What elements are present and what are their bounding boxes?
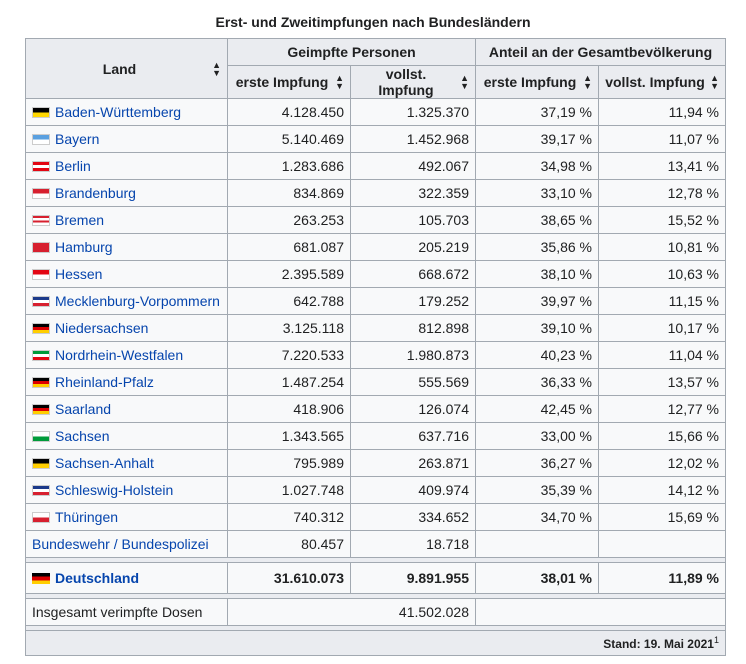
cell-p-vollst: 11,15 %: [599, 288, 726, 315]
table-row: [26, 126, 726, 153]
cell-vollst: 812.898: [351, 315, 476, 342]
table-row-dosen: [26, 599, 726, 626]
state-flag-icon: [32, 188, 50, 199]
header-anteil-vollst-impfung[interactable]: vollst. Impfung ▲ ▼: [599, 66, 726, 99]
cell-p-vollst: 13,41 %: [599, 153, 726, 180]
cell-vollst: 18.718: [351, 531, 476, 558]
cell-vollst: 105.703: [351, 207, 476, 234]
state-link[interactable]: Mecklenburg-Vorpommern: [55, 293, 220, 309]
cell-vollst: 322.359: [351, 180, 476, 207]
table-row: [26, 153, 726, 180]
state-flag-icon: [32, 323, 50, 334]
cell-erste: 418.906: [228, 396, 351, 423]
table-row: [26, 477, 726, 504]
sort-arrows-icon[interactable]: ▲ ▼: [212, 59, 221, 78]
cell-p-erste: 35,39 %: [476, 477, 599, 504]
cell-p-vollst: 12,77 %: [599, 396, 726, 423]
sort-arrows-icon[interactable]: ▲ ▼: [710, 73, 719, 91]
cell-p-erste: 33,00 %: [476, 423, 599, 450]
cell-p-erste: 38,10 %: [476, 261, 599, 288]
state-flag-icon: [32, 377, 50, 388]
header-anteil: Anteil an der Gesamtbevölkerung: [476, 39, 726, 66]
state-link[interactable]: Bayern: [55, 131, 100, 147]
cell-erste: 80.457: [228, 531, 351, 558]
vaccination-table: [25, 38, 726, 656]
state-flag-icon: [32, 269, 50, 280]
cell-p-erste: 38,65 %: [476, 207, 599, 234]
cell-vollst: 179.252: [351, 288, 476, 315]
total-p-erste: 38,01 %: [476, 563, 599, 594]
state-link[interactable]: Rheinland-Pfalz: [55, 374, 154, 390]
cell-p-erste: 34,98 %: [476, 153, 599, 180]
cell-p-vollst: 13,57 %: [599, 369, 726, 396]
cell-land[interactable]: [26, 450, 228, 477]
cell-p-vollst: 12,02 %: [599, 450, 726, 477]
cell-vollst: 668.672: [351, 261, 476, 288]
table-row: [26, 369, 726, 396]
cell-land[interactable]: [26, 153, 228, 180]
state-flag-icon: [32, 107, 50, 118]
cell-erste: 7.220.533: [228, 342, 351, 369]
cell-erste: 1.487.254: [228, 369, 351, 396]
header-land[interactable]: Land ▲ ▼: [26, 39, 228, 99]
cell-erste: 1.283.686: [228, 153, 351, 180]
cell-land[interactable]: [26, 477, 228, 504]
cell-empty: [476, 599, 726, 626]
state-flag-icon: [32, 242, 50, 253]
cell-erste: 4.128.450: [228, 99, 351, 126]
cell-p-erste: 35,86 %: [476, 234, 599, 261]
total-erste: 31.610.073: [228, 563, 351, 594]
table-row: [26, 342, 726, 369]
cell-p-vollst: 11,07 %: [599, 126, 726, 153]
cell-p-vollst: 15,52 %: [599, 207, 726, 234]
table-row: [26, 99, 726, 126]
cell-p-erste: 34,70 %: [476, 504, 599, 531]
cell-erste: 642.788: [228, 288, 351, 315]
cell-p-vollst: 12,78 %: [599, 180, 726, 207]
cell-erste: 1.343.565: [228, 423, 351, 450]
table-row: [26, 261, 726, 288]
cell-vollst: 263.871: [351, 450, 476, 477]
cell-p-erste: 37,19 %: [476, 99, 599, 126]
cell-erste: 740.312: [228, 504, 351, 531]
cell-p-vollst: 15,66 %: [599, 423, 726, 450]
cell-p-vollst: 11,04 %: [599, 342, 726, 369]
cell-land[interactable]: [26, 180, 228, 207]
state-flag-icon: [32, 215, 50, 226]
table-body: [26, 99, 726, 531]
cell-p-erste: 39,10 %: [476, 315, 599, 342]
table-row: [26, 450, 726, 477]
cell-p-vollst: 11,94 %: [599, 99, 726, 126]
cell-p-erste: 40,23 %: [476, 342, 599, 369]
state-flag-icon: [32, 350, 50, 361]
cell-land[interactable]: [26, 315, 228, 342]
reference-link[interactable]: 1: [713, 635, 719, 645]
germany-flag-icon: [32, 573, 50, 584]
cell-p-erste: 39,17 %: [476, 126, 599, 153]
table-row-stand: [26, 631, 726, 656]
state-link[interactable]: Baden-Württemberg: [55, 104, 182, 120]
state-link[interactable]: Berlin: [55, 158, 91, 174]
cell-vollst: 1.325.370: [351, 99, 476, 126]
table-row: [26, 288, 726, 315]
state-flag-icon: [32, 512, 50, 523]
cell-erste: 3.125.118: [228, 315, 351, 342]
state-link[interactable]: Niedersachsen: [55, 320, 149, 336]
table-row: [26, 315, 726, 342]
state-flag-icon: [32, 485, 50, 496]
state-flag-icon: [32, 134, 50, 145]
cell-land[interactable]: [26, 99, 228, 126]
sort-arrows-icon[interactable]: ▲ ▼: [335, 73, 344, 91]
state-link[interactable]: Hessen: [55, 266, 103, 282]
cell-erste: 2.395.589: [228, 261, 351, 288]
table-row: [26, 207, 726, 234]
sort-arrows-icon[interactable]: ▲ ▼: [583, 73, 592, 91]
table-row: [26, 423, 726, 450]
cell-empty: [599, 531, 726, 558]
cell-p-vollst: 10,17 %: [599, 315, 726, 342]
cell-land[interactable]: [26, 126, 228, 153]
cell-erste: 834.869: [228, 180, 351, 207]
state-flag-icon: [32, 431, 50, 442]
header-erste-impfung[interactable]: erste Impfung ▲ ▼: [228, 66, 351, 99]
cell-erste: 263.253: [228, 207, 351, 234]
stand-note: Stand: 19. Mai 2021$^1$: [26, 631, 726, 656]
cell-land[interactable]: [26, 369, 228, 396]
total-p-vollst: 11,89 %: [599, 563, 726, 594]
state-link[interactable]: Bremen: [55, 212, 105, 228]
cell-p-vollst: 15,69 %: [599, 504, 726, 531]
cell-erste: 5.140.469: [228, 126, 351, 153]
cell-vollst: 1.980.873: [351, 342, 476, 369]
cell-p-vollst: 14,12 %: [599, 477, 726, 504]
state-link[interactable]: Sachsen-Anhalt: [55, 455, 154, 471]
cell-vollst: 409.974: [351, 477, 476, 504]
state-link[interactable]: Thüringen: [55, 509, 119, 525]
cell-p-erste: 42,45 %: [476, 396, 599, 423]
cell-land[interactable]: [26, 342, 228, 369]
sort-arrows-icon[interactable]: ▲ ▼: [460, 73, 469, 91]
state-link[interactable]: Brandenburg: [55, 185, 136, 201]
total-vollst: 9.891.955: [351, 563, 476, 594]
table-row-bundeswehr: [26, 531, 726, 558]
dosen-label: Insgesamt verimpfte Dosen: [26, 599, 228, 626]
cell-p-erste: 36,27 %: [476, 450, 599, 477]
table-row: [26, 396, 726, 423]
cell-vollst: 492.067: [351, 153, 476, 180]
table-caption: Erst- und Zweitimpfungen nach Bundesländern: [215, 14, 531, 30]
cell-p-vollst: 10,63 %: [599, 261, 726, 288]
cell-vollst: 334.652: [351, 504, 476, 531]
cell-vollst: 205.219: [351, 234, 476, 261]
cell-vollst: 555.569: [351, 369, 476, 396]
state-flag-icon: [32, 296, 50, 307]
state-link[interactable]: Nordrhein-Westfalen: [55, 347, 184, 363]
state-flag-icon: [32, 404, 50, 415]
cell-vollst: 637.716: [351, 423, 476, 450]
cell-p-erste: 39,97 %: [476, 288, 599, 315]
cell-land[interactable]: [26, 504, 228, 531]
header-anteil-erste-impfung[interactable]: erste Impfung ▲ ▼: [476, 66, 599, 99]
state-link[interactable]: Hamburg: [55, 239, 113, 255]
cell-land[interactable]: [26, 396, 228, 423]
table-row: [26, 504, 726, 531]
header-vollst-impfung[interactable]: vollst. Impfung ▲ ▼: [351, 66, 476, 99]
state-link[interactable]: Sachsen: [55, 428, 110, 444]
cell-p-vollst: 10,81 %: [599, 234, 726, 261]
cell-erste: 681.087: [228, 234, 351, 261]
state-flag-icon: [32, 161, 50, 172]
cell-erste: 795.989: [228, 450, 351, 477]
state-link[interactable]: Schleswig-Holstein: [55, 482, 174, 498]
cell-vollst: 1.452.968: [351, 126, 476, 153]
state-link[interactable]: Saarland: [55, 401, 112, 417]
cell-erste: 1.027.748: [228, 477, 351, 504]
cell-p-erste: 33,10 %: [476, 180, 599, 207]
cell-empty: [476, 531, 599, 558]
cell-land[interactable]: [26, 261, 228, 288]
state-flag-icon: [32, 458, 50, 469]
header-geimpfte-personen: Geimpfte Personen: [228, 39, 476, 66]
cell-land[interactable]: [26, 423, 228, 450]
table-row: [26, 180, 726, 207]
cell-p-erste: 36,33 %: [476, 369, 599, 396]
table-row-total: [26, 563, 726, 594]
table-row: [26, 234, 726, 261]
cell-land[interactable]: [26, 207, 228, 234]
cell-land[interactable]: [26, 288, 228, 315]
cell-land[interactable]: [26, 234, 228, 261]
dosen-value: 41.502.028: [228, 599, 476, 626]
cell-vollst: 126.074: [351, 396, 476, 423]
total-land[interactable]: Deutschland: [26, 563, 228, 594]
bundeswehr-link[interactable]: Bundeswehr / Bundespolizei: [26, 531, 228, 558]
